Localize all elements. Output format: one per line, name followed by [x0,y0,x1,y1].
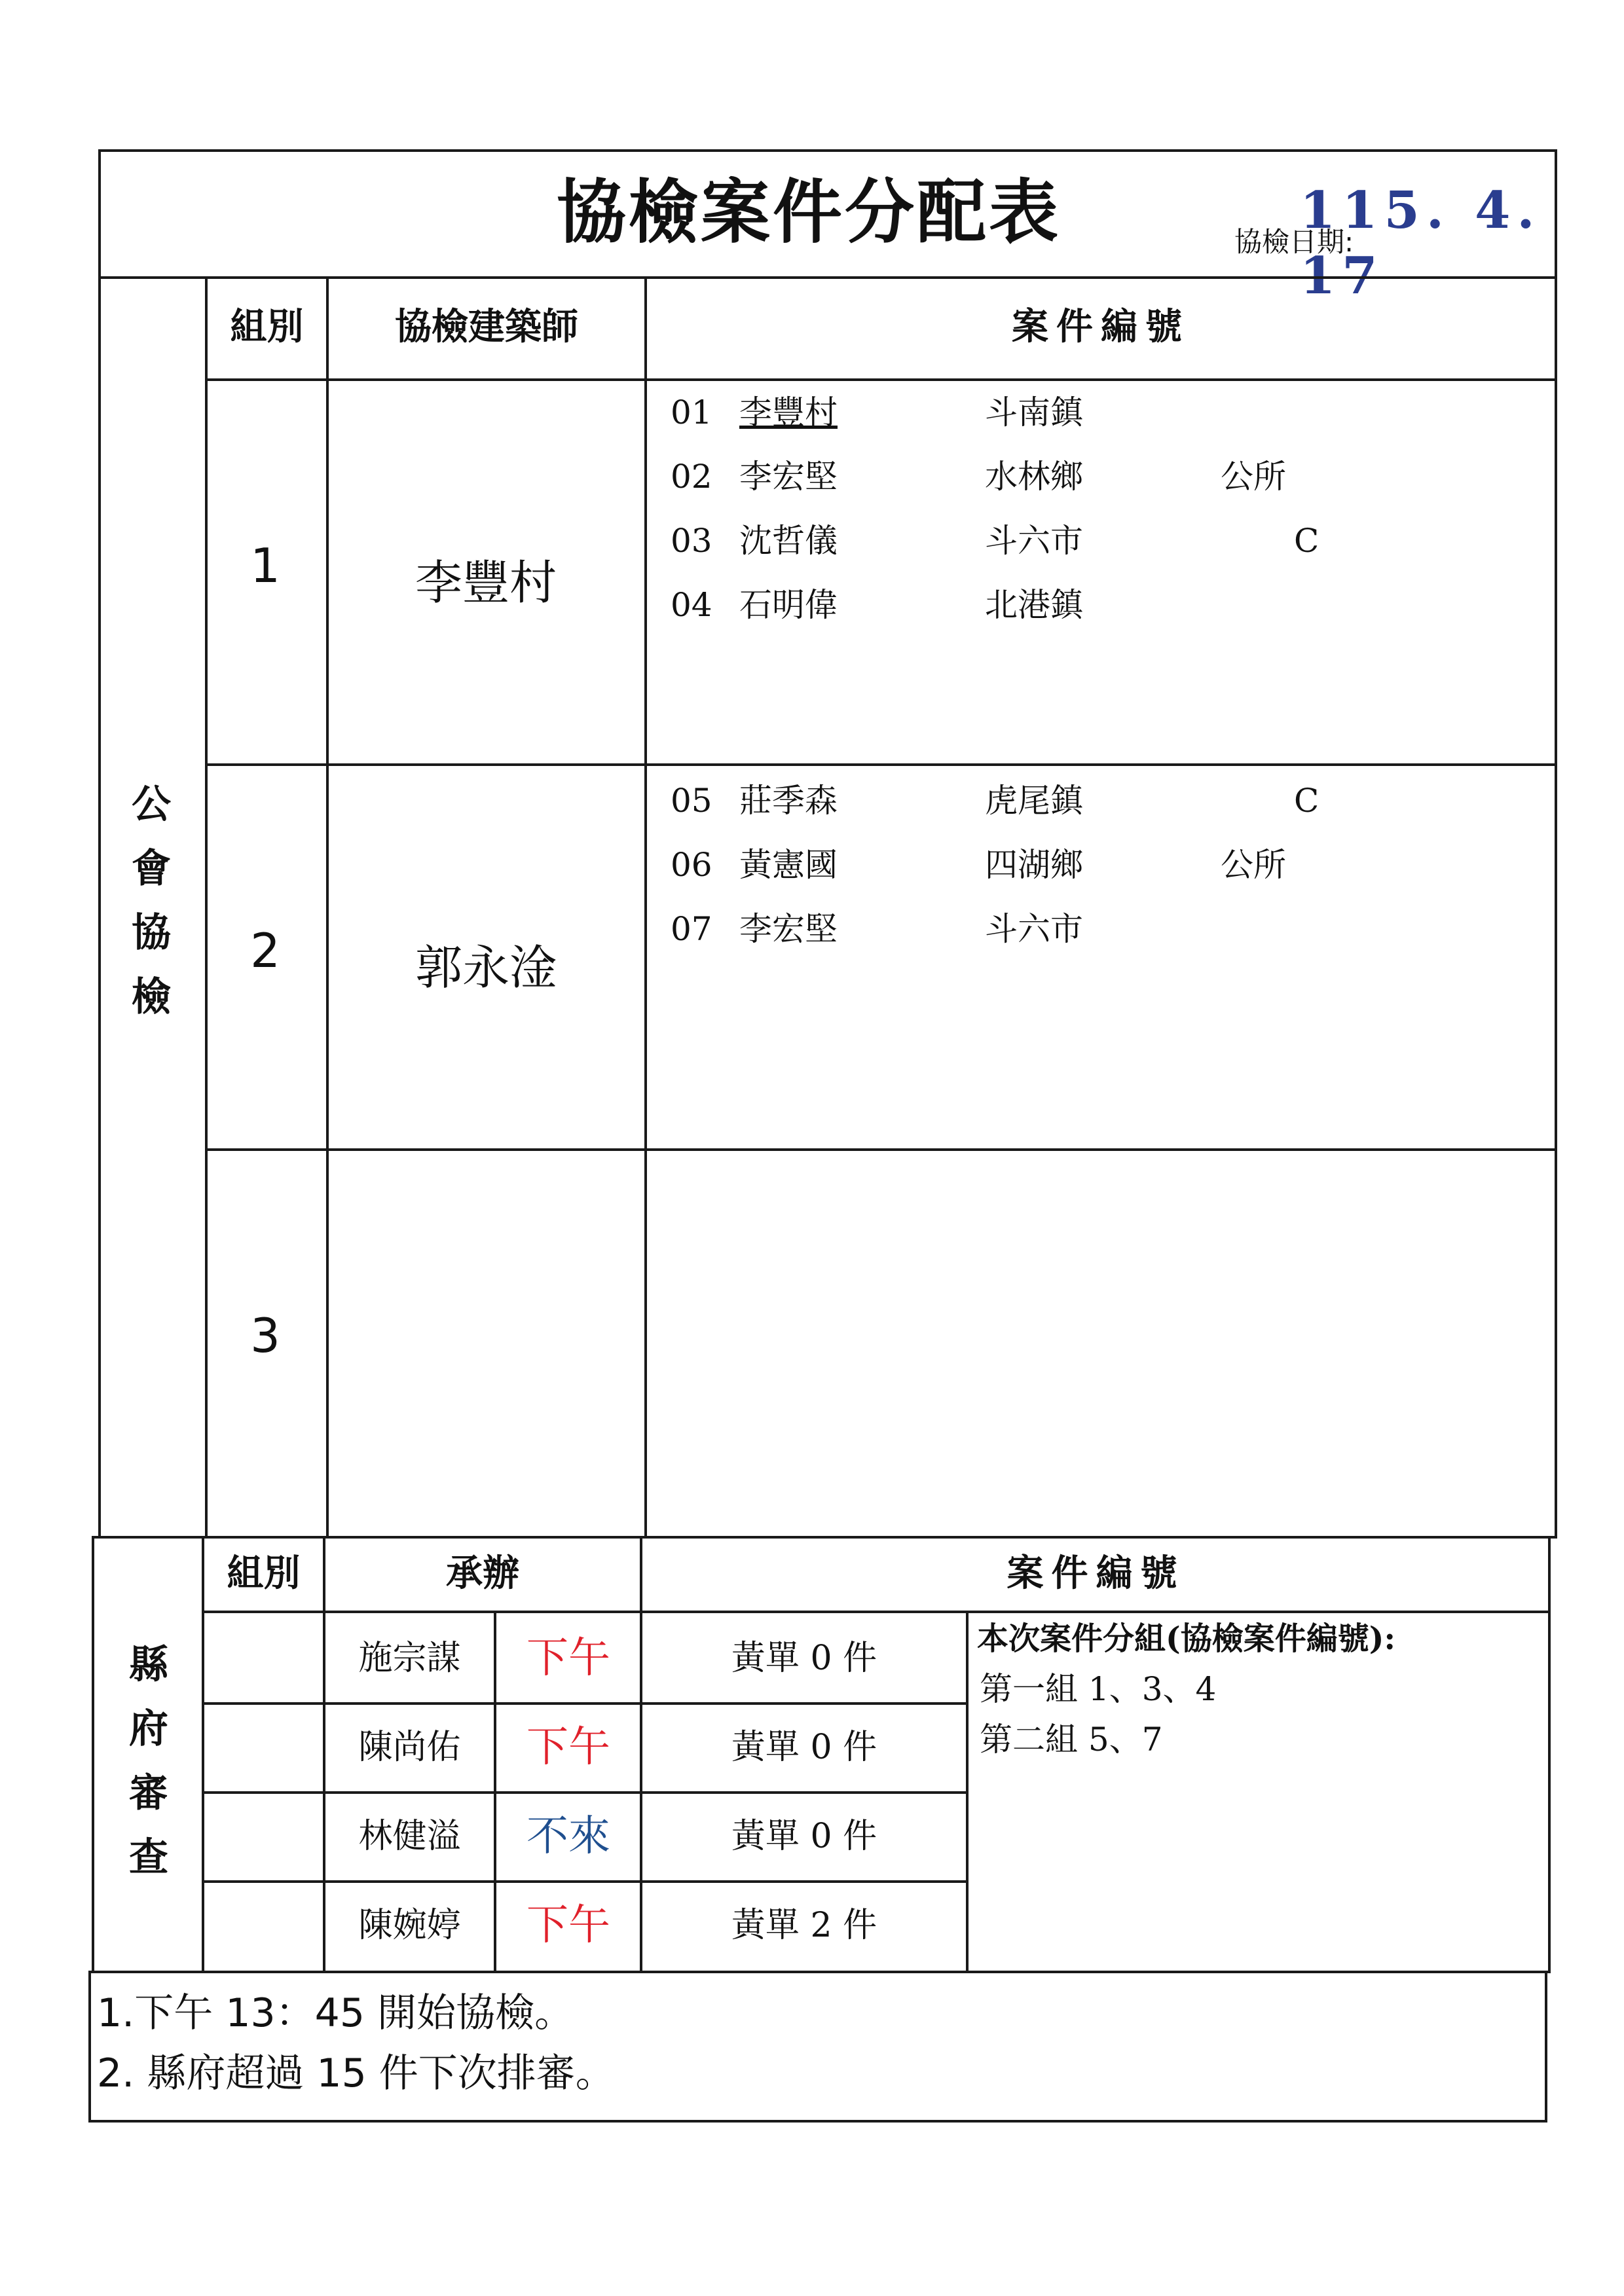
case-id: 02 [671,458,712,496]
case-count: 黃單 0 件 [731,1817,877,1856]
section-label-guild: 公會協檢 [132,782,171,1020]
divider [644,276,647,1539]
case-town: 虎尾鎮 [985,782,1083,820]
case-count: 黃單 0 件 [731,1639,877,1678]
status-label: 下午 [526,1634,610,1683]
divider [205,276,208,1539]
divider [205,763,1557,766]
header-handler: 承辦 [446,1552,519,1595]
case-count: 黃單 2 件 [731,1906,877,1945]
handler-name: 陳婉婷 [358,1906,461,1945]
divider [326,276,329,1539]
case-name: 黃憲國 [739,846,838,884]
header-group: 組別 [230,306,304,348]
case-id: 06 [671,846,712,884]
case-name: 李宏堅 [739,458,838,496]
case-name: 沈哲儀 [739,522,838,560]
case-name: 莊季森 [739,782,838,820]
group-number: 1 [250,538,280,593]
handler-name: 施宗謀 [358,1639,461,1678]
case-count: 黃單 0 件 [731,1728,877,1767]
divider [202,1536,204,1973]
case-id: 01 [671,393,712,431]
grouping-title: 本次案件分組(協檢案件編號): [977,1620,1396,1657]
case-name: 李宏堅 [739,910,838,948]
case-id: 07 [671,910,712,948]
case-town: 斗南鎮 [985,393,1083,431]
header-group: 組別 [227,1552,301,1595]
note-line: 1.下午 13：45 開始協檢。 [97,1990,574,2036]
case-town: 斗六市 [985,910,1083,948]
header-cases: 案件編號 [1012,306,1190,348]
case-note: 公所 [1221,846,1286,884]
case-mark: C [1294,782,1320,820]
group-architect: 李豐村 [415,555,557,610]
group-architect: 郭永淦 [415,940,557,995]
case-town: 四湖鄉 [985,846,1083,884]
page-title: 協檢案件分配表 [557,172,1061,253]
divider [205,1148,1557,1151]
status-label: 不來 [526,1812,610,1861]
grouping-line: 第二組 5、7 [980,1721,1163,1758]
case-town: 北港鎮 [985,586,1083,624]
case-name: 石明偉 [739,586,838,624]
case-town: 水林鄉 [985,458,1083,496]
note-line: 2. 縣府超過 15 件下次排審。 [97,2050,615,2096]
case-note: 公所 [1221,458,1286,496]
divider [202,1611,1551,1613]
date-stamp: 115. 4. 17 [1300,181,1541,306]
date-label: 協檢日期: [1234,226,1354,258]
case-town: 斗六市 [985,522,1083,560]
case-id: 05 [671,782,712,820]
case-name: 李豐村 [739,393,838,431]
case-mark: C [1294,522,1320,560]
header-architect: 協檢建築師 [395,306,578,348]
header-cases: 案件編號 [1006,1552,1185,1595]
group-number: 2 [250,923,280,978]
group-number: 3 [250,1308,280,1363]
section-label-county: 縣府審查 [129,1642,168,1880]
handler-name: 陳尚佑 [358,1728,461,1767]
handler-name: 林健溢 [358,1817,461,1856]
case-id: 03 [671,522,712,560]
status-label: 下午 [526,1723,610,1772]
grouping-line: 第一組 1、3、4 [980,1670,1217,1708]
case-id: 04 [671,586,712,624]
status-label: 下午 [526,1901,610,1950]
divider [205,378,1557,381]
